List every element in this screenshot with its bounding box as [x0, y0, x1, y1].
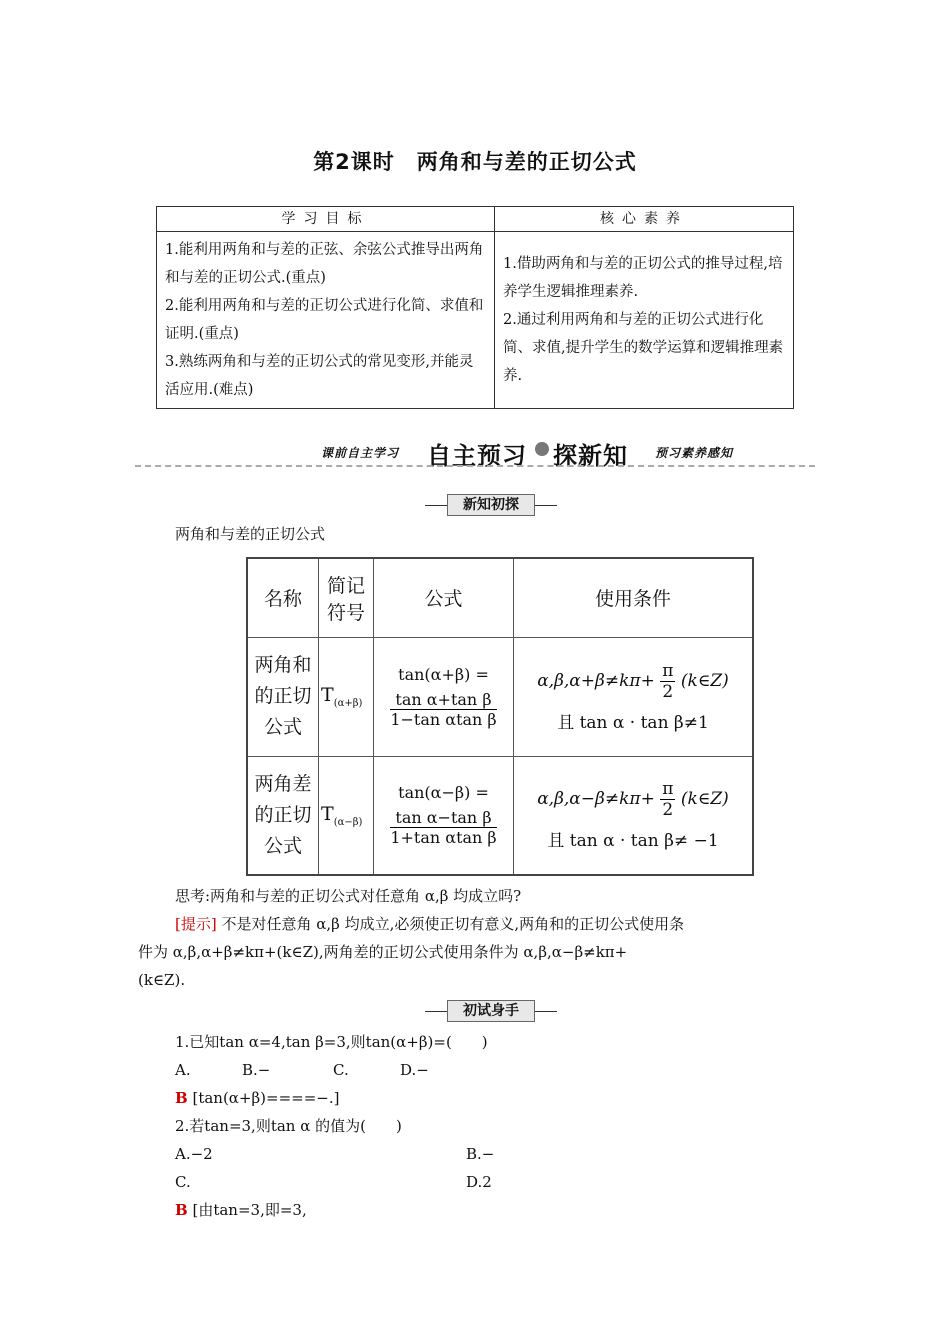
answer-letter: B [175, 1201, 188, 1219]
goal-item: 1.能利用两角和与差的正弦、余弦公式推导出两角和与差的正切公式.(重点) [165, 242, 484, 286]
condition-main: α,β,α+β≠kπ+ [537, 670, 655, 691]
condition-extra: 且 tan α · tan β≠ −1 [547, 831, 719, 852]
table-row [247, 637, 753, 756]
formula-symbol-sub: (α−β) [333, 816, 363, 828]
formula-name: 两角和的正切公式 [247, 637, 319, 756]
option: D.2 [466, 1173, 492, 1191]
section-tag-try: 初试身手 [425, 1000, 557, 1022]
answer-text: [由tan=3,即=3, [192, 1201, 307, 1219]
banner-divider [135, 465, 815, 467]
question-2: 2.若tan=3,则tan α 的值为( ) [175, 1117, 402, 1135]
option: B.− [466, 1145, 495, 1163]
condition-two: 2 [662, 681, 674, 702]
header-symbol: 简记符号 [319, 558, 374, 637]
section-tag-new-knowledge: 新知初探 [425, 494, 557, 516]
question-1: 1.已知tan α=4,tan β=3,则tan(α+β)=( ) [175, 1033, 488, 1051]
section-banner [135, 432, 815, 472]
answer-letter: B [175, 1089, 188, 1107]
formula-symbol-sub: (α+β) [333, 697, 363, 709]
subheading: 两角和与差的正切公式 [175, 525, 326, 543]
banner-left-label: 课前自主学习 [321, 446, 400, 460]
option: B.− [242, 1061, 271, 1079]
goals-table [156, 206, 794, 409]
condition-extra: 且 tan α · tan β≠1 [557, 712, 709, 733]
option: A.−2 [175, 1145, 213, 1163]
page-title: 第2课时 两角和与差的正切公式 [313, 150, 637, 174]
condition-main: α,β,α−β≠kπ+ [537, 789, 655, 810]
condition-k: (k∈Z) [680, 789, 729, 810]
hint-text: 不是对任意角 α,β 均成立,必须使正切有意义,两角和的正切公式使用条 [221, 915, 685, 933]
formula-name: 两角差的正切公式 [247, 756, 319, 875]
think-question: 思考:两角和与差的正切公式对任意角 α,β 均成立吗? [175, 887, 522, 905]
header-name: 名称 [247, 558, 319, 637]
option: C. [333, 1061, 349, 1079]
option: C. [175, 1173, 191, 1191]
formula-lhs: tan(α−β) = [398, 783, 489, 803]
goals-header-right: 核心素养 [495, 207, 794, 232]
table-row [247, 756, 753, 875]
option: A. [175, 1061, 191, 1079]
literacy-item: 1.借助两角和与差的正切公式的推导过程,培养学生逻辑推理素养. [503, 256, 783, 300]
formula-denominator: 1+tan αtan β [390, 828, 497, 848]
option: D.− [400, 1061, 429, 1079]
banner-big-right: 探新知 [553, 442, 628, 470]
header-condition: 使用条件 [514, 558, 754, 637]
formula-lhs: tan(α+β) = [398, 664, 489, 684]
goal-item: 3.熟练两角和与差的正切公式的常见变形,并能灵活应用.(难点) [165, 354, 474, 398]
banner-right-label: 预习素养感知 [655, 446, 734, 460]
formula-symbol: T [321, 802, 334, 825]
formula-table [246, 557, 754, 876]
banner-dot-icon [535, 442, 549, 456]
hint-text: 件为 α,β,α+β≠kπ+(k∈Z),两角差的正切公式使用条件为 α,β,α−β≠kπ+ [138, 943, 628, 961]
goals-header-left: 学习目标 [157, 207, 495, 232]
formula-numerator: tan α−tan β [390, 808, 496, 828]
answer-text: [tan(α+β)====−.] [192, 1089, 340, 1107]
hint-label: [提示] [175, 915, 217, 933]
condition-pi: π [662, 779, 674, 800]
condition-two: 2 [662, 800, 674, 821]
goal-item: 2.能利用两角和与差的正切公式进行化简、求值和证明.(重点) [165, 298, 484, 342]
condition-pi: π [662, 660, 674, 681]
formula-numerator: tan α+tan β [390, 690, 496, 710]
literacy-item: 2.通过利用两角和与差的正切公式进行化简、求值,提升学生的数学运算和逻辑推理素养. [503, 312, 784, 384]
hint-text: (k∈Z). [138, 971, 186, 989]
condition-k: (k∈Z) [680, 670, 729, 691]
header-formula: 公式 [374, 558, 514, 637]
formula-denominator: 1−tan αtan β [390, 709, 497, 729]
formula-symbol: T [321, 684, 334, 707]
banner-big-left: 自主预习 [427, 442, 527, 470]
